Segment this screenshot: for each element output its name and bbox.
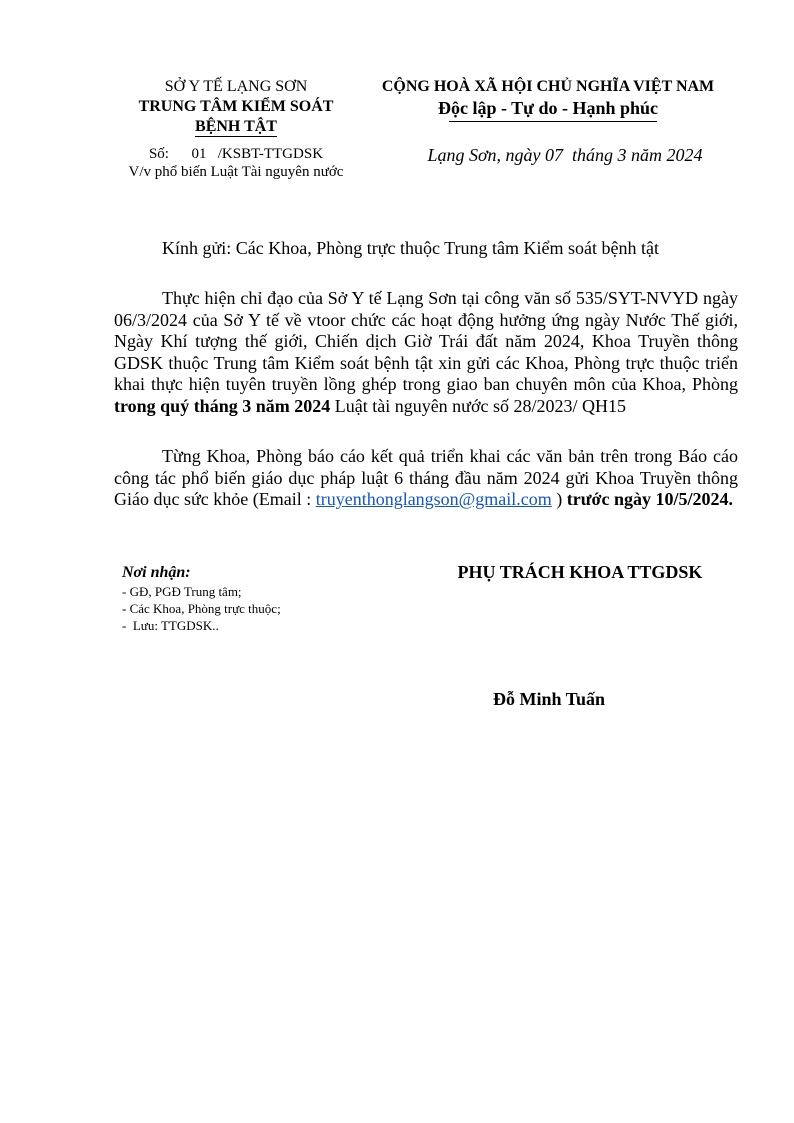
recipients-title: Nơi nhận: bbox=[122, 564, 191, 581]
parent-organization: SỞ Y TẾ LẠNG SƠN bbox=[164, 78, 308, 95]
recipient-line: Kính gửi: Các Khoa, Phòng trực thuộc Trung tâm Kiểm soát bệnh tật bbox=[162, 238, 659, 258]
organization-name-line2-wrap bbox=[116, 117, 356, 137]
email-link[interactable]: truyenthonglangson@gmail.com bbox=[315, 489, 552, 510]
recipient-item: - Các Khoa, Phòng trực thuộc; bbox=[122, 601, 281, 616]
para2-deadline: trước ngày 10/5/2024. bbox=[566, 489, 734, 510]
recipients-block bbox=[122, 563, 382, 634]
recipient-item: - GĐ, PGĐ Trung tâm; bbox=[122, 584, 242, 599]
organization-name: TRUNG TÂM KIỂM SOÁT bbox=[138, 98, 334, 115]
organization-name-line2: BỆNH TẬT bbox=[195, 118, 277, 135]
document-subject: V/v phổ biến Luật Tài nguyên nước bbox=[128, 164, 344, 180]
motto-underline bbox=[449, 121, 657, 122]
body-paragraph-2 bbox=[114, 446, 738, 511]
para2-text-a: Từng Khoa, Phòng báo cáo kết quả triển khai các văn bản trên trong Báo cáo công tác phổ biến giáo dục pháp luật 6 tháng đầu năm 2024 gửi Khoa Truyền thông Giáo dục sức khỏe (Email : bbox=[114, 446, 738, 510]
national-header bbox=[360, 77, 736, 119]
national-motto: Độc lập - Tự do - Hạnh phúc bbox=[437, 98, 659, 118]
document-number: Số: 01 /KSBT-TTGDSK bbox=[148, 146, 324, 162]
para1-text-a: Thực hiện chỉ đạo của Sở Y tế Lạng Sơn tại công văn số 535/SYT-NVYD ngày 06/3/2024 của Sở Y tế về vtoor chức các hoạt động hưởng ứng ngày Nước Thế giới, Ngày Khí tượng thế giới, Chiến dịch Giờ Trái đất năm 2024, Khoa Truyền thông GDSK thuộc Trung tâm Kiểm soát bệnh tật xin gửi các Khoa, Phòng trực thuộc triển khai thực hiện tuyên truyền lồng ghép trong giao ban chuyên môn của Khoa, Phòng bbox=[114, 288, 738, 395]
recipient-item: - Lưu: TTGDSK.. bbox=[122, 618, 219, 633]
para2-text-b: ) bbox=[551, 489, 567, 510]
national-title: CỘNG HOÀ XÃ HỘI CHỦ NGHĨA VIỆT NAM bbox=[381, 78, 715, 95]
para1-text-b: Luật tài nguyên nước số 28/2023/ QH15 bbox=[330, 395, 626, 416]
para1-bold: trong quý tháng 3 năm 2024 bbox=[114, 395, 331, 416]
issuing-organization bbox=[116, 77, 356, 137]
body-paragraph-1 bbox=[114, 288, 738, 418]
signer-title: PHỤ TRÁCH KHOA TTGDSK bbox=[457, 562, 703, 582]
signer-name: Đỗ Minh Tuấn bbox=[492, 689, 606, 709]
date-place: Lạng Sơn, ngày 07 tháng 3 năm 2024 bbox=[427, 145, 703, 165]
